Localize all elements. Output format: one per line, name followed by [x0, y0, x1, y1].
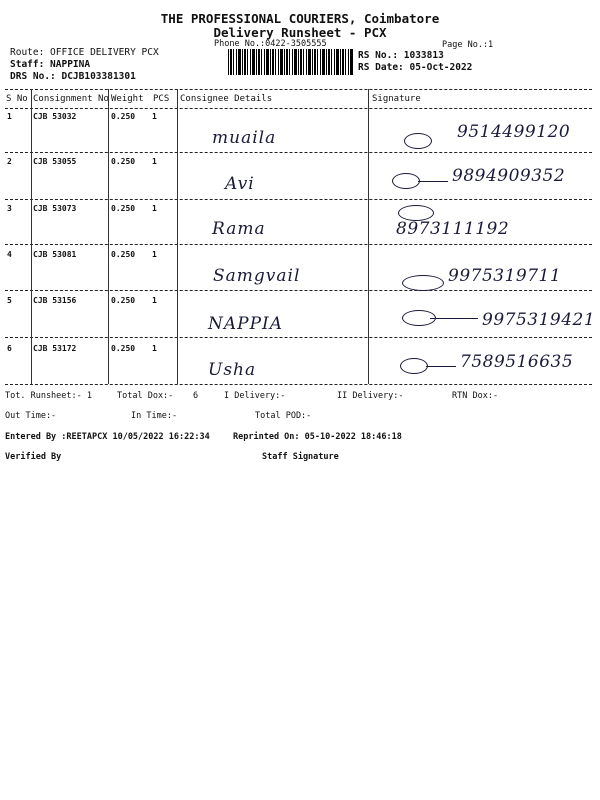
signature-stroke: [426, 366, 456, 367]
tot-runsheet: Tot. Runsheet:- 1: [5, 391, 92, 401]
signature-mark: [400, 358, 428, 374]
row-consignment: CJB 53172: [33, 344, 77, 353]
signature-mark: [392, 173, 420, 189]
col-header-consignee: Consignee Details: [180, 94, 273, 104]
signature-mark: [404, 133, 432, 149]
total-dox-value: 6: [193, 391, 199, 401]
row-pcs: 1: [152, 112, 157, 121]
row-rule: [5, 152, 592, 153]
consignee-phone: 9514499120: [457, 122, 571, 142]
row-weight: 0.250: [111, 157, 136, 166]
row-sno: 2: [7, 157, 12, 166]
row-weight: 0.250: [111, 250, 136, 259]
row-sno: 4: [7, 250, 12, 259]
consignee-name: NAPPIA: [208, 314, 284, 334]
consignee-phone: 7589516635: [460, 352, 574, 372]
signature-mark: [402, 275, 444, 291]
row-rule: [5, 244, 592, 245]
i-delivery: I Delivery:-: [224, 391, 286, 401]
total-dox-label: Total Dox:-: [117, 391, 174, 401]
column-divider: [368, 89, 369, 384]
table-top-rule: [5, 89, 592, 90]
row-sno: 3: [7, 204, 12, 213]
consignee-phone: 8973111192: [396, 219, 510, 239]
entered-by: Entered By :REETAPCX 10/05/2022 16:22:34: [5, 432, 210, 442]
rs-number: RS No.: 1033813: [358, 50, 444, 61]
rtn-dox: RTN Dox:-: [452, 391, 499, 401]
phone-number: Phone No.:0422-3505555: [214, 39, 327, 49]
consignee-name: Usha: [208, 360, 257, 380]
reprinted-on: Reprinted On: 05-10-2022 18:46:18: [233, 432, 402, 442]
row-sno: 5: [7, 296, 12, 305]
out-time: Out Time:-: [5, 411, 57, 421]
row-pcs: 1: [152, 250, 157, 259]
staff-label: Staff: NAPPINA: [10, 59, 91, 70]
company-title: THE PROFESSIONAL COURIERS, Coimbatore: [160, 11, 440, 26]
col-header-consignment: Consignment No: [33, 94, 109, 104]
row-consignment: CJB 53073: [33, 204, 77, 213]
row-consignment: CJB 53081: [33, 250, 77, 259]
signature-stroke: [418, 181, 448, 182]
row-rule: [5, 199, 592, 200]
row-pcs: 1: [152, 204, 157, 213]
row-pcs: 1: [152, 296, 157, 305]
staff-signature: Staff Signature: [262, 452, 339, 462]
row-rule: [5, 290, 592, 291]
header-rule: [5, 108, 592, 109]
signature-stroke: [430, 318, 478, 319]
row-weight: 0.250: [111, 204, 136, 213]
barcode: [228, 49, 354, 75]
column-divider: [31, 89, 32, 384]
in-time: In Time:-: [131, 411, 178, 421]
drs-number: DRS No.: DCJB103381301: [10, 71, 136, 82]
row-rule: [5, 337, 592, 338]
table-bottom-rule: [5, 384, 592, 385]
row-consignment: CJB 53032: [33, 112, 77, 121]
col-header-signature: Signature: [372, 94, 421, 104]
page-number: Page No.:1: [442, 40, 494, 50]
col-header-sno: S No: [6, 94, 28, 104]
row-pcs: 1: [152, 344, 157, 353]
verified-by: Verified By: [5, 452, 62, 462]
rs-date: RS Date: 05-Oct-2022: [358, 62, 473, 73]
col-header-weight: Weight: [111, 94, 144, 104]
row-weight: 0.250: [111, 112, 136, 121]
col-header-pcs: PCS: [153, 94, 170, 104]
consignee-name: Rama: [212, 219, 266, 239]
row-weight: 0.250: [111, 344, 136, 353]
ii-delivery: II Delivery:-: [337, 391, 404, 401]
row-consignment: CJB 53055: [33, 157, 77, 166]
runsheet-title: Delivery Runsheet - PCX: [213, 25, 387, 40]
row-weight: 0.250: [111, 296, 136, 305]
column-divider: [108, 89, 109, 384]
row-sno: 6: [7, 344, 12, 353]
consignee-phone: 9975319421: [482, 310, 596, 330]
row-sno: 1: [7, 112, 12, 121]
total-pod: Total POD:-: [255, 411, 312, 421]
consignee-phone: 9975319711: [448, 266, 562, 286]
row-consignment: CJB 53156: [33, 296, 77, 305]
route-label: Route: OFFICE DELIVERY PCX: [10, 47, 159, 58]
consignee-name: Avi: [225, 174, 255, 194]
row-pcs: 1: [152, 157, 157, 166]
consignee-phone: 9894909352: [452, 166, 566, 186]
column-divider: [177, 89, 178, 384]
consignee-name: Samgvail: [213, 266, 301, 286]
consignee-name: muaila: [212, 128, 277, 148]
